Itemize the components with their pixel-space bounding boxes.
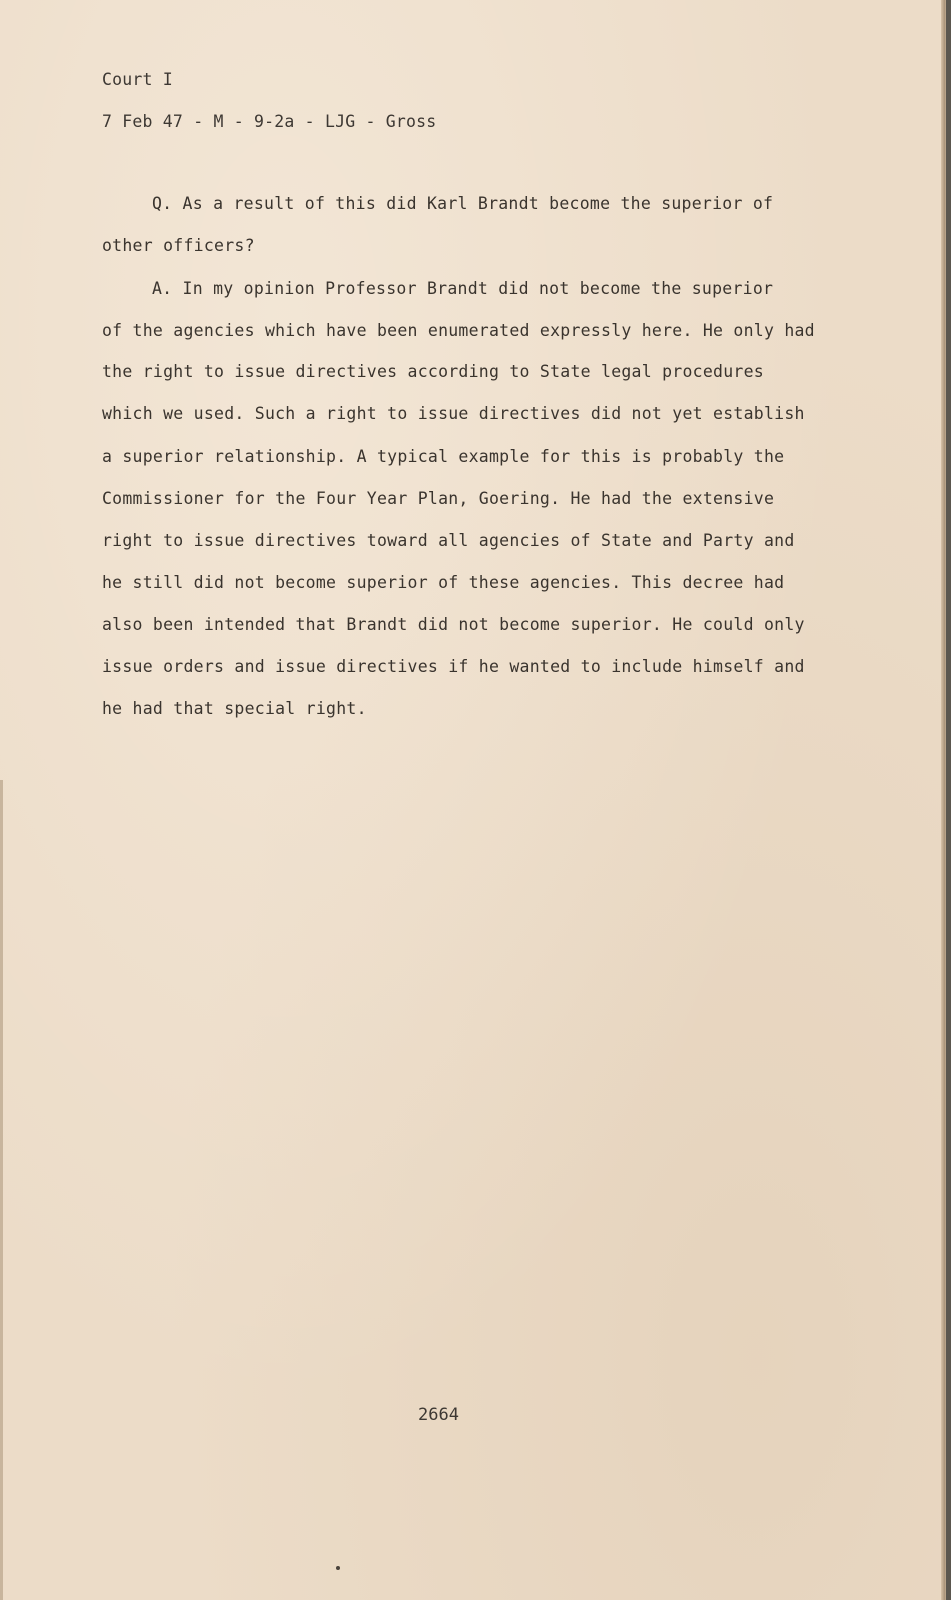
transcript-line: also been intended that Brandt did not become superior. He could only xyxy=(102,615,805,634)
transcript-line: he had that special right. xyxy=(102,699,367,718)
transcript-line: which we used. Such a right to issue directives did not yet establish xyxy=(102,404,805,423)
transcript-line: Q. As a result of this did Karl Brandt become the superior of xyxy=(152,194,774,213)
transcript-line: Commissioner for the Four Year Plan, Goering. He had the extensive xyxy=(102,489,775,508)
paper-speck xyxy=(336,1566,340,1570)
transcript-line: A. In my opinion Professor Brandt did not become the superior xyxy=(152,279,774,298)
transcript-line: of the agencies which have been enumerated expressly here. He only had xyxy=(102,321,815,340)
transcript-line: the right to issue directives according to State legal procedures xyxy=(102,362,764,381)
session-line: 7 Feb 47 - M - 9-2a - LJG - Gross xyxy=(102,112,437,131)
page-edge xyxy=(941,0,945,1600)
page-number: 2664 xyxy=(418,1405,459,1425)
transcript-line: issue orders and issue directives if he wanted to include himself and xyxy=(102,657,805,676)
transcript-line: right to issue directives toward all agencies of State and Party and xyxy=(102,531,795,550)
transcript-line: a superior relationship. A typical example for this is probably the xyxy=(102,447,785,466)
transcript-line: he still did not become superior of these agencies. This decree had xyxy=(102,573,785,592)
transcript-line: other officers? xyxy=(102,236,255,255)
court-label: Court I xyxy=(102,70,173,89)
page-edge-left xyxy=(0,780,3,1600)
